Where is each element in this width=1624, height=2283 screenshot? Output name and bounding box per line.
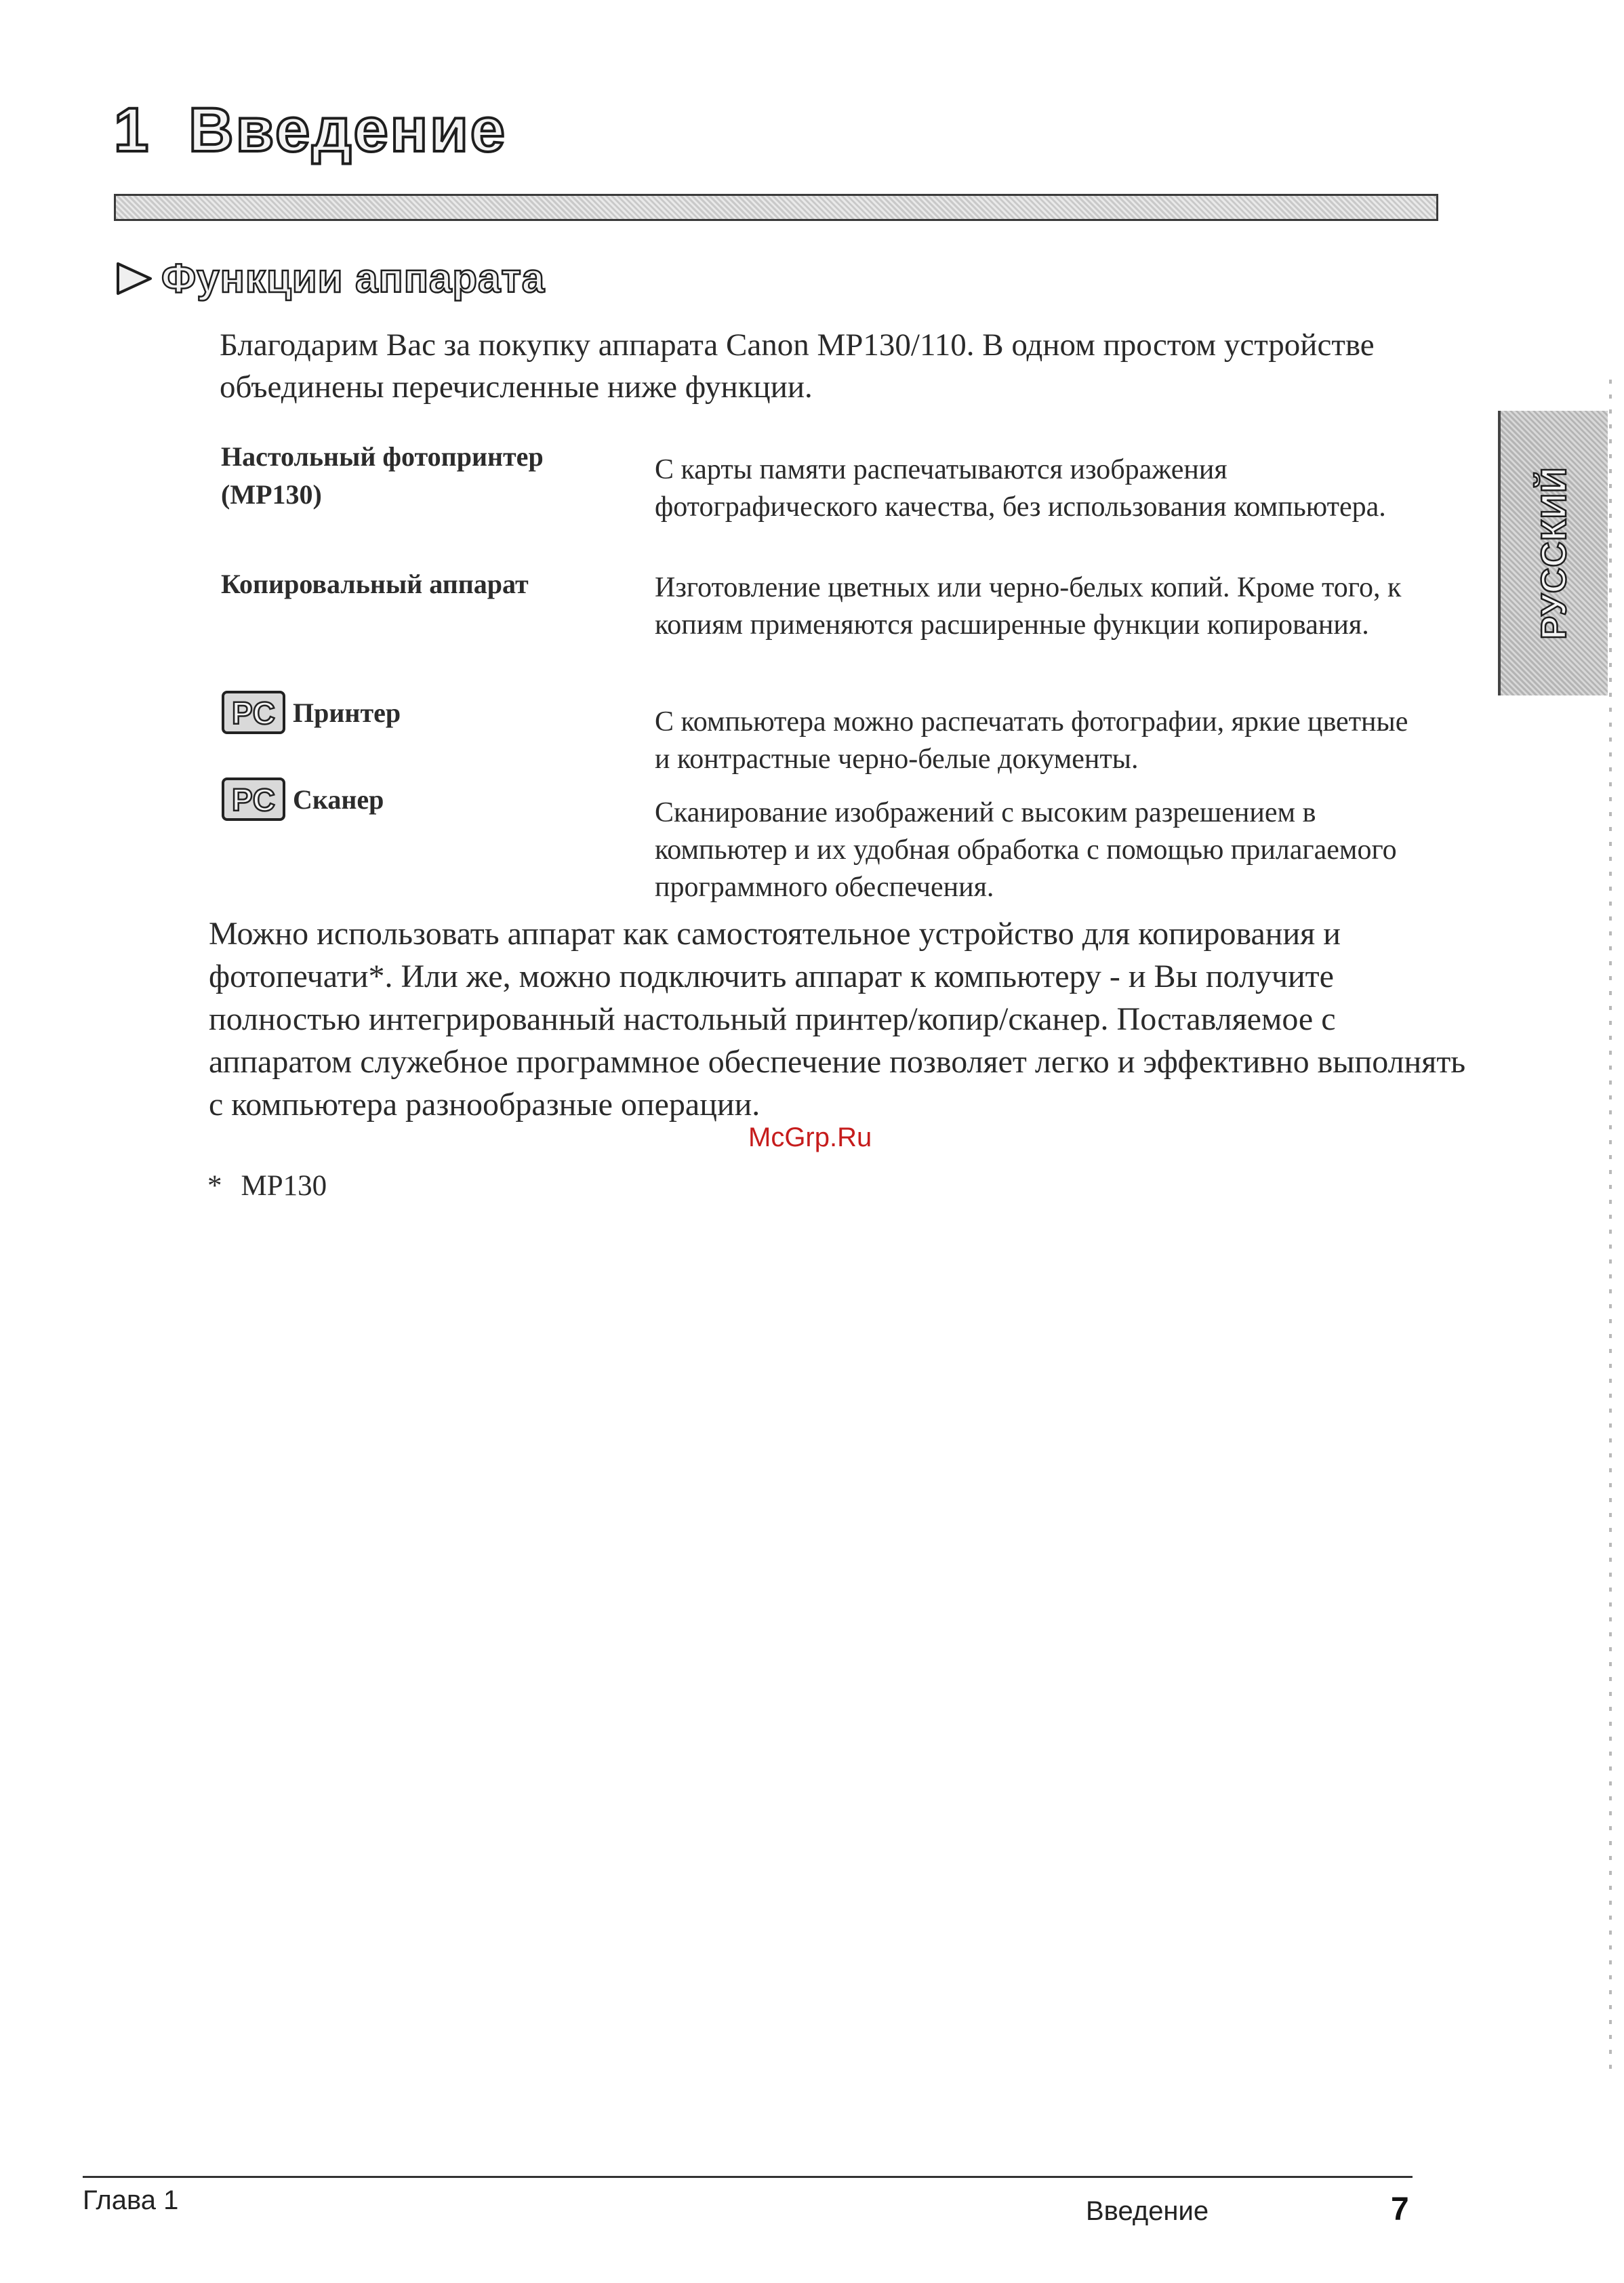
pc-icon	[221, 690, 286, 735]
language-tab	[1498, 411, 1608, 695]
feature-name-text: Копировальный аппарат	[221, 569, 529, 599]
footer-chapter: Глава 1	[83, 2185, 179, 2215]
footnote-mark: *	[207, 1170, 222, 1202]
triangle-arrow-icon	[114, 258, 155, 299]
svg-text:PC: PC	[232, 782, 275, 817]
page-number: 7	[1391, 2191, 1409, 2227]
footer-rule	[83, 2176, 1413, 2178]
feature-name-text: Принтер	[293, 698, 401, 728]
feature-description: Сканирование изображений с высоким разрешением в компьютер и их удобная обработка с помощью прилагаемого программного обеспечения.	[655, 797, 1397, 903]
feature-row	[221, 781, 1441, 906]
footer-section: Введение	[1086, 2196, 1209, 2226]
body-paragraph: Можно использовать аппарат как самостоятельное устройство для копирования и фотопечати*. Или же, можно подключить аппарат к компьютеру - и Вы получите полностью интегрированный настольный принтер/копир/сканер. Поставляемое с аппаратом служебное программное обеспечение позволяет легко и эффективно выполнять с компьютера разнообразные операции.	[209, 916, 1466, 1123]
feature-description: С компьютера можно распечатать фотографии, яркие цветные и контрастные черно-белые документы.	[655, 706, 1408, 775]
chapter-heading	[114, 95, 507, 166]
feature-row	[221, 694, 1441, 778]
feature-name	[221, 438, 655, 526]
feature-name-text: Настольный фотопринтер (MP130)	[221, 441, 544, 510]
chapter-number: 1	[114, 96, 151, 165]
chapter-divider-bar	[114, 194, 1438, 221]
feature-name-text: Сканер	[293, 784, 384, 815]
section-title: Функции аппарата	[161, 256, 546, 301]
intro-paragraph: Благодарим Вас за покупку аппарата Canon MP130/110. В одном простом устройстве объединены перечисленные ниже функции.	[220, 327, 1375, 405]
feature-row	[221, 565, 1441, 644]
feature-description: С карты памяти распечатываются изображения фотографического качества, без использования компьютера.	[655, 454, 1386, 523]
scan-edge-artifact	[1609, 380, 1612, 2074]
feature-description: Изготовление цветных или черно-белых копий. Кроме того, к копиям применяются расширенные функции копирования.	[655, 572, 1402, 641]
footnote	[207, 1167, 327, 1205]
feature-row	[221, 438, 1441, 526]
feature-name	[221, 565, 655, 644]
feature-name	[221, 781, 655, 906]
feature-name	[221, 694, 655, 778]
footnote-text: MP130	[241, 1170, 327, 1202]
svg-text:PC: PC	[232, 695, 275, 731]
watermark: McGrp.Ru	[748, 1123, 872, 1152]
section-heading	[114, 255, 545, 302]
language-tab-label: РУССКИЙ	[1535, 466, 1574, 640]
pc-icon	[221, 777, 286, 822]
chapter-title: Введение	[188, 96, 507, 165]
